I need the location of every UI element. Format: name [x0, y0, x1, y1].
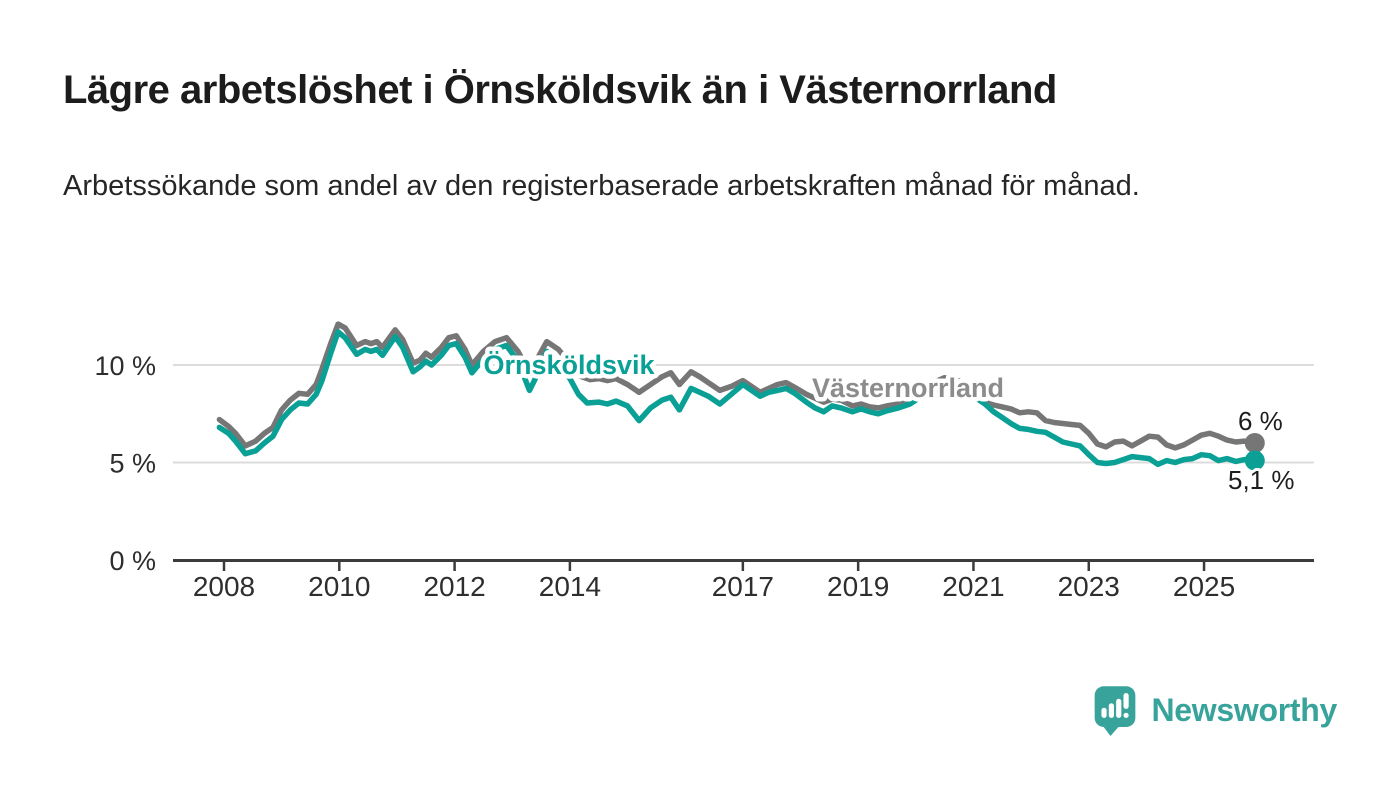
logo-bar-2	[1108, 703, 1113, 718]
x-tick-label-2014: 2014	[538, 571, 602, 602]
end-value-label-västernorrland: 6 %	[1238, 406, 1283, 436]
x-tick-label-2025: 2025	[1172, 571, 1236, 602]
series-label-västernorrland: Västernorrland	[811, 373, 1005, 403]
x-tick-label-2019: 2019	[827, 571, 890, 602]
x-tick-label-2021: 2021	[942, 571, 1005, 602]
newsworthy-logo-icon	[1092, 684, 1138, 736]
x-tick-label-2010: 2010	[308, 571, 371, 602]
x-tick-label-2017: 2017	[711, 571, 774, 602]
y-tick-label-5: 5 %	[109, 448, 156, 479]
logo-exclamation-dot	[1123, 713, 1128, 718]
end-dot-västernorrland	[1245, 433, 1265, 453]
logo-bar-1	[1101, 708, 1106, 718]
chart-subtitle: Arbetssökande som andel av den registerbaserade arbetskraften månad för månad.	[63, 170, 1140, 202]
brand-footer	[1092, 684, 1338, 736]
logo-exclamation-stem	[1123, 693, 1128, 709]
brand-name: Newsworthy	[1151, 691, 1337, 728]
logo-bubble	[1094, 686, 1135, 736]
x-tick-label-2008: 2008	[192, 571, 256, 602]
x-tick-label-2023: 2023	[1057, 571, 1120, 602]
end-value-label-örnsköldsvik: 5,1 %	[1228, 465, 1295, 495]
series-label-örnsköldsvik: Örnsköldsvik	[483, 350, 655, 380]
y-tick-label-0: 0 %	[109, 546, 156, 576]
y-tick-label-10: 10 %	[94, 351, 156, 381]
x-tick-label-2012: 2012	[423, 571, 486, 602]
page-title: Lägre arbetslöshet i Örnsköldsvik än i Västernorrland	[63, 68, 1057, 112]
logo-bar-3	[1116, 699, 1121, 718]
